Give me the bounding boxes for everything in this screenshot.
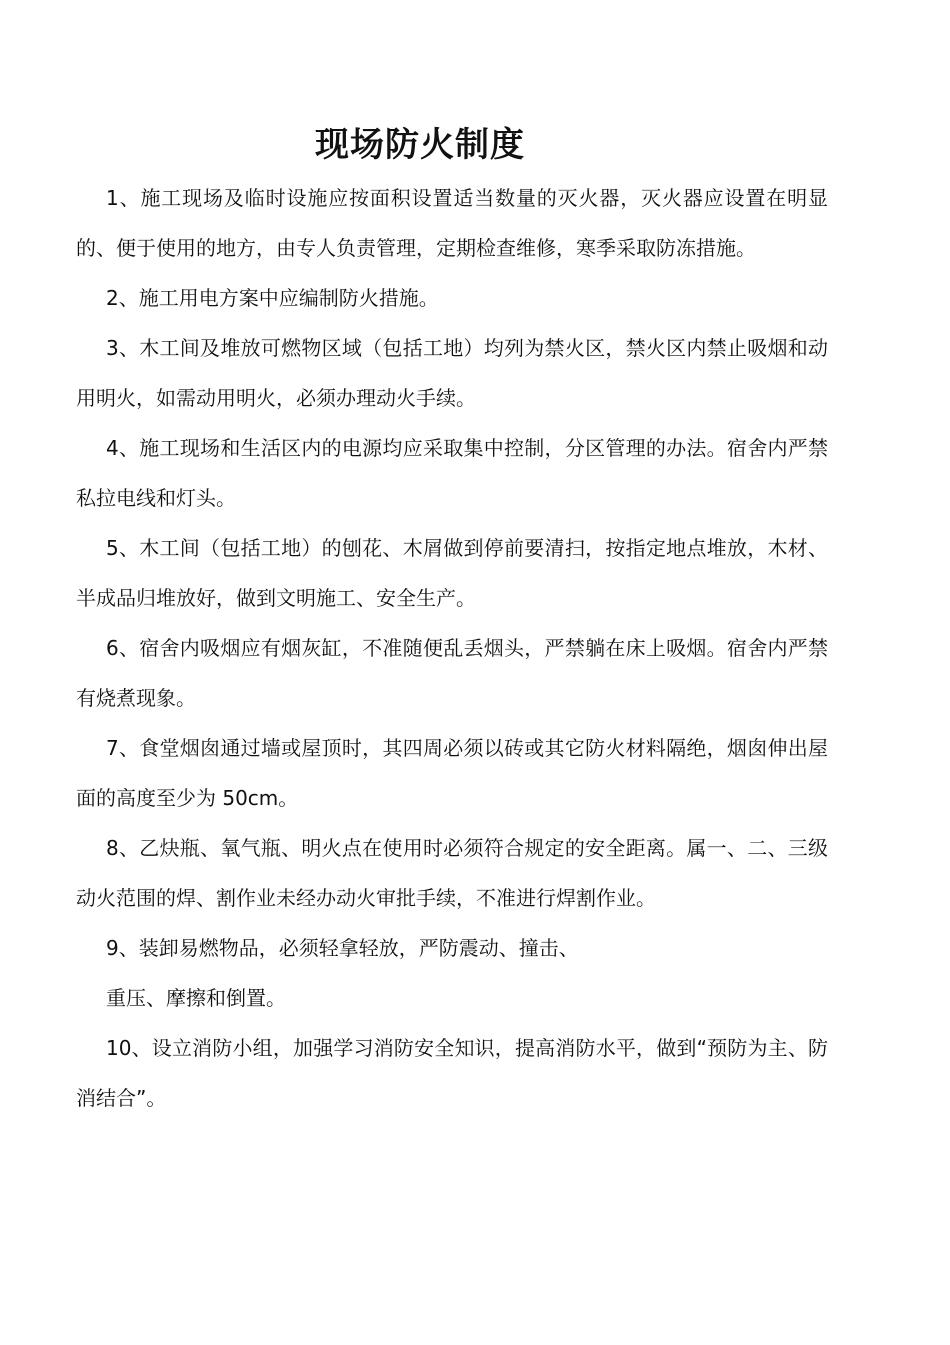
paragraph-10: 10、设立消防小组，加强学习消防安全知识，提高消防水平，做到“预防为主、防消结合”。 (76, 1036, 828, 1110)
document-body (76, 173, 828, 1123)
paragraph-4: 4、施工现场和生活区内的电源均应采取集中控制，分区管理的办法。宿舍内严禁私拉电线和灯头。 (76, 436, 828, 510)
paragraph-3: 3、木工间及堆放可燃物区域（包括工地）均列为禁火区，禁火区内禁止吸烟和动用明火，如需动用明火，必须办理动火手续。 (76, 336, 828, 410)
paragraph-5: 5、木工间（包括工地）的刨花、木屑做到停前要清扫，按指定地点堆放，木材、半成品归堆放好，做到文明施工、安全生产。 (76, 536, 828, 610)
paragraph-7: 7、食堂烟囱通过墙或屋顶时，其四周必须以砖或其它防火材料隔绝，烟囱伸出屋面的高度至少为 50cm。 (76, 736, 828, 810)
paragraph-6: 6、宿舍内吸烟应有烟灰缸，不准随便乱丢烟头，严禁躺在床上吸烟。宿舍内严禁有烧煮现象。 (76, 636, 828, 710)
paragraph-1: 1、施工现场及临时设施应按面积设置适当数量的灭火器，灭火器应设置在明显的、便于使用的地方，由专人负责管理，定期检查维修，寒季采取防冻措施。 (76, 186, 828, 260)
paragraph-2: 2、施工用电方案中应编制防火措施。 (106, 286, 439, 310)
paragraph-8: 8、乙炔瓶、氧气瓶、明火点在使用时必须符合规定的安全距离。属一、二、三级动火范围的焊、割作业未经办动火审批手续，不准进行焊割作业。 (76, 836, 828, 910)
document-title: 现场防火制度 (315, 125, 525, 165)
paragraph-9-continuation: 重压、摩擦和倒置。 (106, 986, 286, 1010)
paragraph-9: 9、装卸易燃物品，必须轻拿轻放，严防震动、撞击、 (106, 936, 579, 960)
